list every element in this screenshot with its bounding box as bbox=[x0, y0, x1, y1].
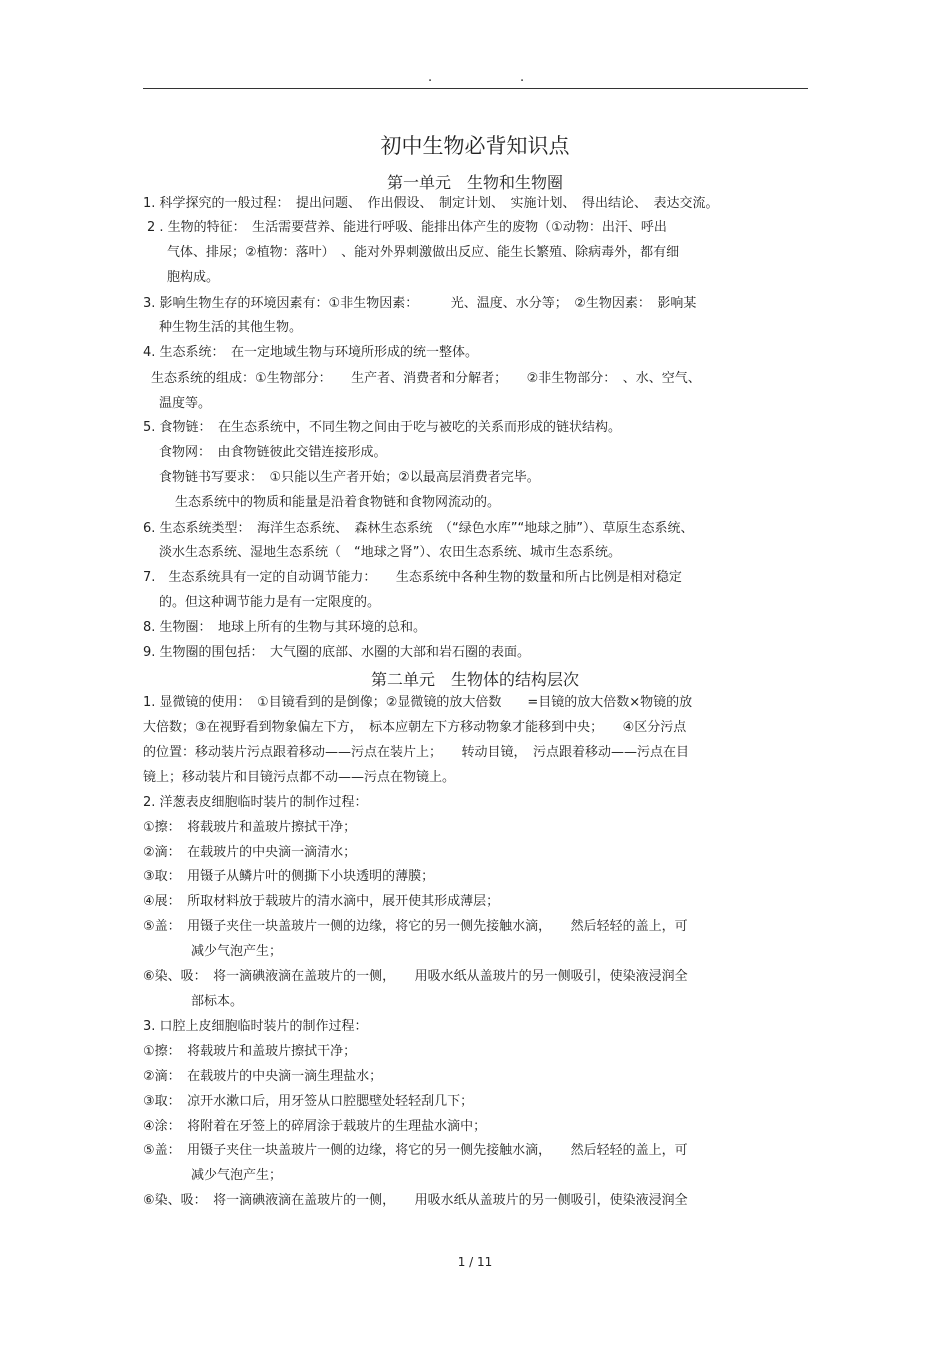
text-line: 食物网： 由食物链彼此交错连接形成。 bbox=[159, 445, 387, 460]
text-line: 温度等。 bbox=[159, 396, 212, 411]
page-title: 初中生物必背知识点 bbox=[380, 134, 570, 158]
text-line: 生态系统的组成：①生物部分： 生产者、消费者和分解者； ②非生物部分： 、水、空气、 bbox=[151, 371, 701, 386]
text-line: 8. 生物圈： 地球上所有的生物与其环境的总和。 bbox=[143, 620, 427, 635]
text-line: ④涂： 将附着在牙签上的碎屑涂于载玻片的生理盐水滴中； bbox=[143, 1119, 487, 1134]
text-line: 部标本。 bbox=[191, 994, 244, 1009]
text-line: ②滴： 在载玻片的中央滴一滴清水； bbox=[143, 845, 357, 860]
text-line: ①擦： 将载玻片和盖玻片擦拭干净； bbox=[143, 1044, 357, 1059]
page-number: 1 / 11 bbox=[457, 1255, 493, 1269]
text-line: ③取： 用镊子从鳞片叶的侧撕下小块透明的薄膜； bbox=[143, 869, 435, 884]
text-line: ④展： 所取材料放于载玻片的清水滴中，展开使其形成薄层； bbox=[143, 894, 500, 909]
text-line: 大倍数；③在视野看到物象偏左下方， 标本应朝左下方移动物象才能移到中央； ④区分污点 bbox=[143, 720, 687, 735]
text-line: 的。但这种调节能力是有一定限度的。 bbox=[159, 595, 381, 610]
text-line: 9. 生物圈的围包括： 大气圈的底部、水圈的大部和岩石圈的表面。 bbox=[143, 645, 531, 660]
text-line: 的位置：移动装片污点跟着移动——污点在装片上； 转动目镜， 污点跟着移动——污点在目 bbox=[143, 745, 690, 760]
text-line: 胞构成。 bbox=[167, 270, 220, 285]
text-line: 2 . 生物的特征： 生活需要营养、能进行呼吸、能排出体产生的废物（①动物：出汗、呼出 bbox=[147, 220, 667, 235]
text-line: 减少气泡产生； bbox=[191, 1168, 283, 1183]
text-line: 5. 食物链： 在生态系统中，不同生物之间由于吃与被吃的关系而形成的链状结构。 bbox=[143, 420, 622, 435]
text-line: 7. 生态系统具有一定的自动调节能力： 生态系统中各种生物的数量和所占比例是相对稳定 bbox=[143, 570, 682, 585]
text-line: 1. 显微镜的使用： ①目镜看到的是倒像；②显微镜的放大倍数 =目镜的放大倍数×物镜的放 bbox=[143, 695, 693, 710]
text-line: 2. 洋葱表皮细胞临时装片的制作过程： bbox=[143, 795, 368, 810]
text-line: ③取： 凉开水漱口后，用牙签从口腔腮壁处轻轻刮几下； bbox=[143, 1094, 474, 1109]
text-line: 6. 生态系统类型： 海洋生态系统、 森林生态系统 （“绿色水库”“地球之肺”）、草原生态系统、 bbox=[143, 521, 694, 536]
text-line: 生态系统中的物质和能量是沿着食物链和食物网流动的。 bbox=[175, 495, 501, 510]
header-rule bbox=[143, 88, 808, 89]
text-line: 3. 口腔上皮细胞临时装片的制作过程： bbox=[143, 1019, 368, 1034]
text-line: 食物链书写要求： ①只能以生产者开始；②以最高层消费者完毕。 bbox=[159, 470, 540, 485]
text-line: ①擦： 将载玻片和盖玻片擦拭干净； bbox=[143, 820, 357, 835]
header-dot-right: . bbox=[520, 70, 525, 85]
text-line: ⑤盖： 用镊子夹住一块盖玻片一侧的边缘，将它的另一侧先接触水滴， 然后轻轻的盖上，可 bbox=[143, 1143, 688, 1158]
text-line: ②滴： 在载玻片的中央滴一滴生理盐水； bbox=[143, 1069, 383, 1084]
header-dot-left: . bbox=[428, 70, 433, 85]
text-line: ⑥染、吸： 将一滴碘液滴在盖玻片的一侧， 用吸水纸从盖玻片的另一侧吸引，使染液浸润全 bbox=[143, 1193, 688, 1208]
text-line: 1. 科学探究的一般过程： 提出问题、 作出假设、 制定计划、 实施计划、 得出结论、 表达交流。 bbox=[143, 196, 719, 211]
text-line: 气体、排尿；②植物：落叶） 、能对外界刺激做出反应、能生长繁殖、除病毒外，都有细 bbox=[167, 245, 680, 260]
text-line: ⑤盖： 用镊子夹住一块盖玻片一侧的边缘，将它的另一侧先接触水滴， 然后轻轻的盖上，可 bbox=[143, 919, 688, 934]
text-line: 4. 生态系统： 在一定地域生物与环境所形成的统一整体。 bbox=[143, 345, 479, 360]
text-line: ⑥染、吸： 将一滴碘液滴在盖玻片的一侧， 用吸水纸从盖玻片的另一侧吸引，使染液浸润全 bbox=[143, 969, 688, 984]
text-line: 种生物生活的其他生物。 bbox=[159, 320, 303, 335]
unit-heading-2: 第二单元 生物体的结构层次 bbox=[370, 670, 579, 689]
text-line: 镜上；移动装片和目镜污点都不动——污点在物镜上。 bbox=[143, 770, 456, 785]
unit-heading-1: 第一单元 生物和生物圈 bbox=[386, 173, 563, 192]
text-line: 减少气泡产生； bbox=[191, 944, 283, 959]
text-line: 淡水生态系统、湿地生态系统（ “地球之肾”）、农田生态系统、城市生态系统。 bbox=[159, 545, 621, 560]
text-line: 3. 影响生物生存的环境因素有：①非生物因素： 光、温度、水分等； ②生物因素： 影响某 bbox=[143, 296, 697, 311]
